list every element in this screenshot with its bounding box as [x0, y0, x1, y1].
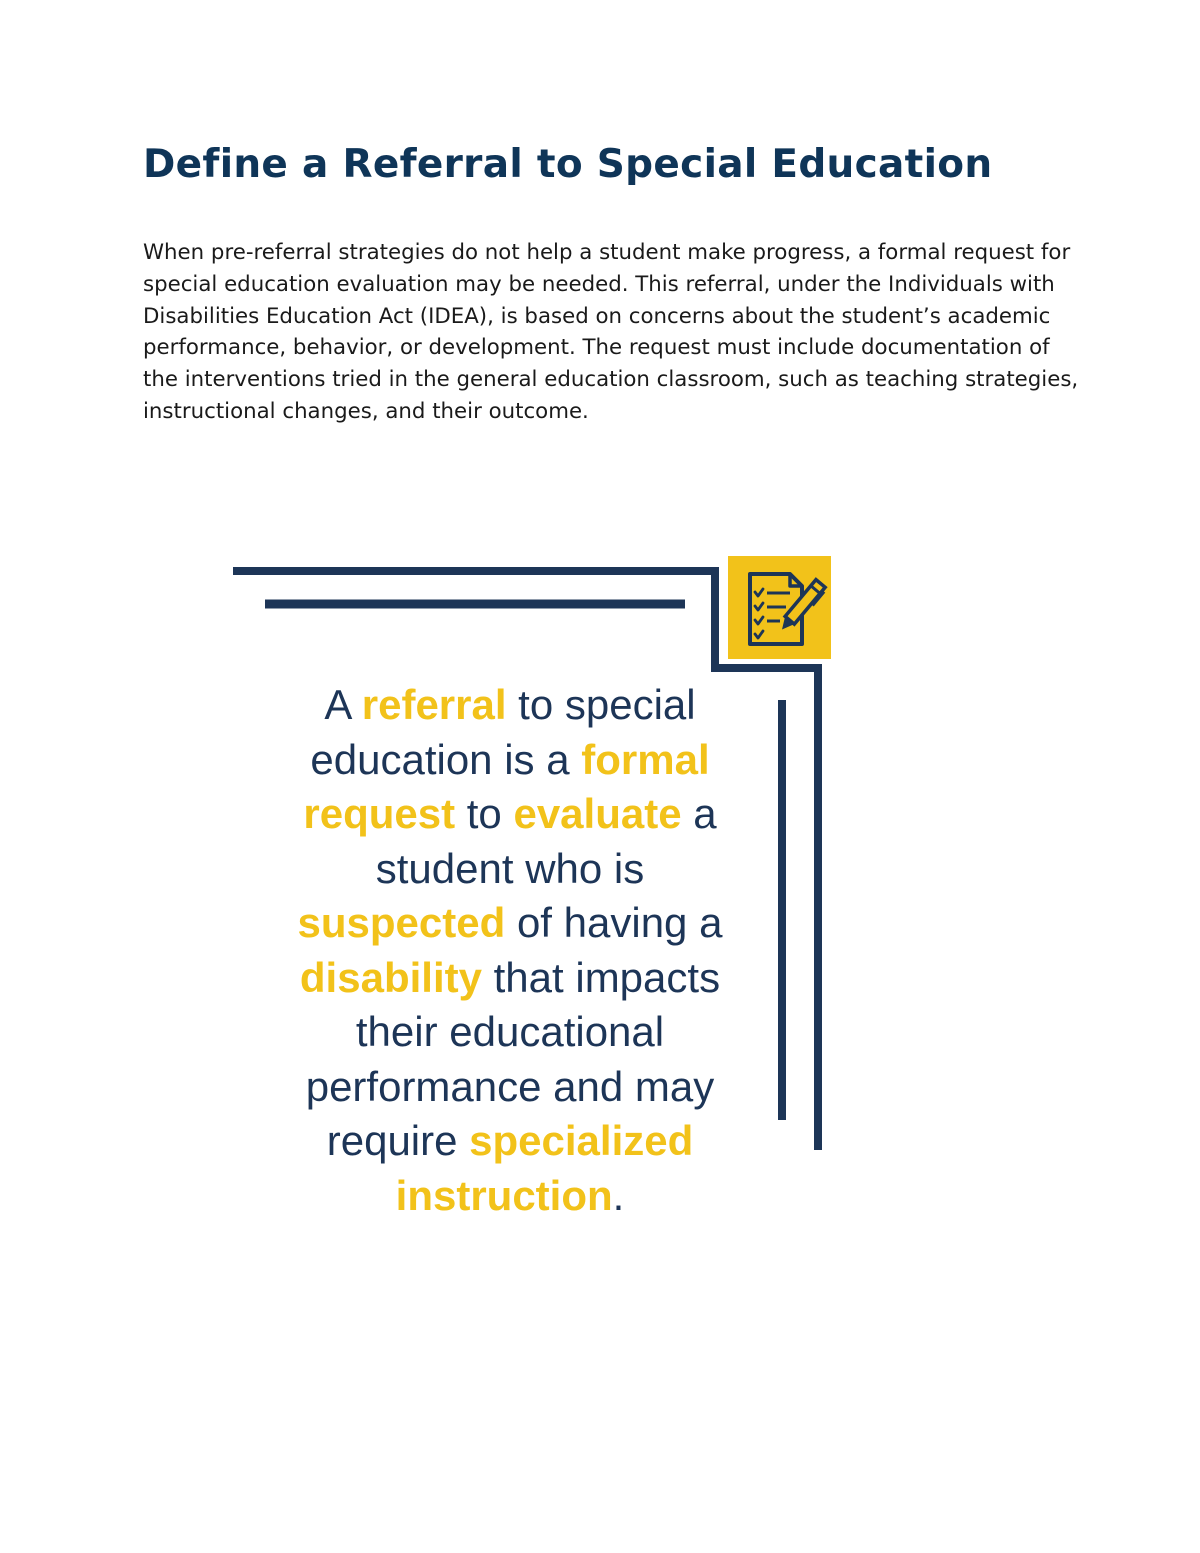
quote-highlight-disability: disability	[299, 953, 482, 1001]
quote-highlight-specialized-instruction: specialized instruction	[395, 1117, 694, 1219]
quote-highlight-suspected: suspected	[297, 899, 506, 946]
quote-text: A	[324, 681, 362, 728]
quote-text: .	[612, 1171, 625, 1219]
referral-infographic	[230, 550, 840, 1230]
quote-highlight-evaluate: evaluate	[513, 790, 682, 837]
quote-text: a student who is	[375, 790, 717, 892]
quote-text: of having a	[505, 899, 723, 946]
quote-text: to special education is a	[310, 681, 696, 783]
referral-definition-quote	[270, 678, 750, 1223]
quote-highlight-formal-request: formal request	[303, 735, 710, 837]
quote-highlight-referral: referral	[361, 681, 507, 728]
body-paragraph: When pre-referral strategies do not help a student make progress, a formal request for special education evaluation may be needed. This referral, under the Individuals with Disabilities Education Act (IDEA), is based on concerns about the student’s academic performance, behavior, or development. The request must include documentation of the interventions tried in the general education classroom, such as teaching strategies, instructional changes, and their outcome.	[143, 240, 1079, 424]
quote-text: to	[455, 790, 514, 837]
quote-text: that impacts their educational performance and may require	[305, 953, 721, 1164]
page-title: Define a Referral to Special Education	[143, 142, 993, 187]
